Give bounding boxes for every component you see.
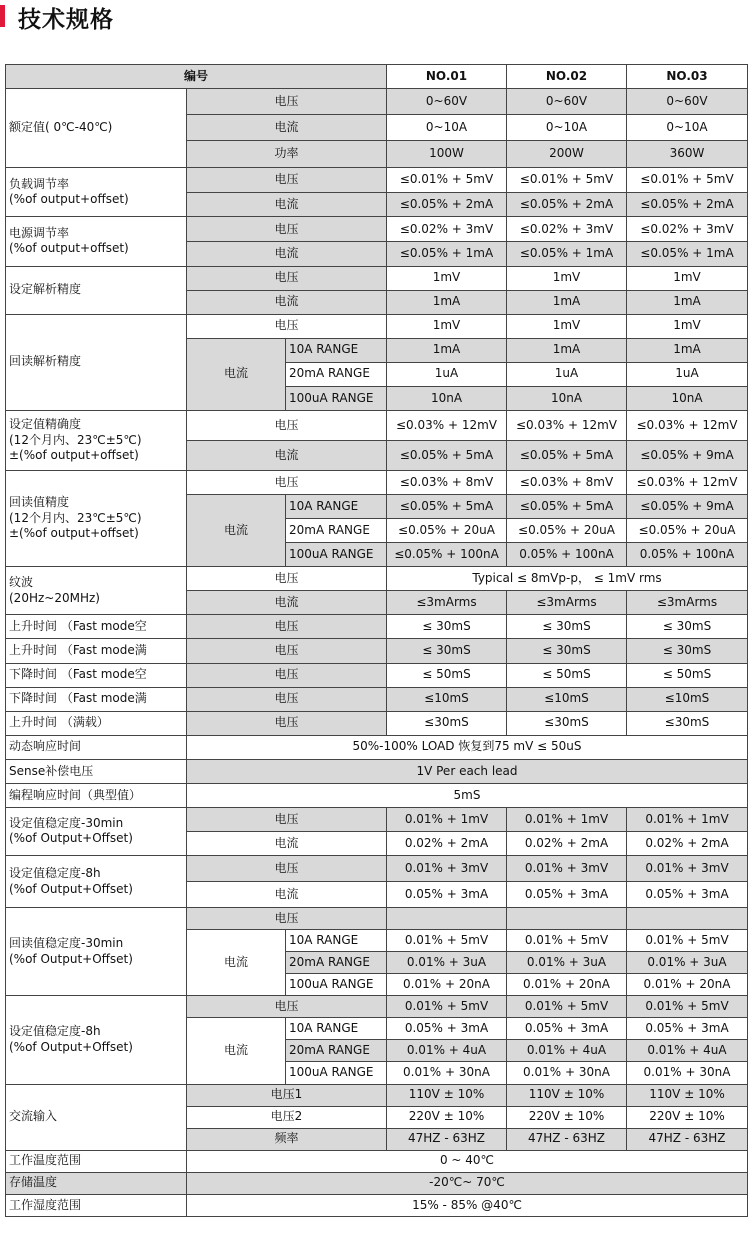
param-cell: 电压 [187,711,387,735]
value-cell: 1uA [387,362,507,386]
param-cell: 电压 [187,856,387,882]
range-cell: 20mA RANGE [286,1040,387,1062]
value-cell: 0.01% + 30nA [387,1062,507,1084]
row-label: 纹波 (20Hz~20MHz) [6,567,187,615]
value-cell: 0.01% + 4uA [507,1040,627,1062]
table-row [6,735,748,759]
value-cell: 0~60V [627,89,748,115]
value-cell: 0.01% + 4uA [387,1040,507,1062]
param-cell: 电流 [187,1018,286,1084]
value-cell: 1mA [627,338,748,362]
param-cell: 电流 [187,831,387,855]
spec-table [5,64,748,1217]
value-cell: ≤ 30mS [387,615,507,639]
table-row [6,807,748,831]
row-label: 负载调节率 (%of output+offset) [6,168,187,217]
param-cell: 电压 [187,807,387,831]
value-cell: 0.01% + 4uA [627,1040,748,1062]
row-label: 设定值稳定度-30min (%of Output+Offset) [6,807,187,855]
value-cell: ≤0.05% + 2mA [627,193,748,217]
value-cell: ≤0.01% + 5mV [387,168,507,193]
table-row [6,1150,748,1172]
value-cell: 5mS [187,783,748,807]
param-cell: 电流 [187,115,387,141]
range-cell: 10A RANGE [286,1018,387,1040]
value-cell: ≤0.05% + 1mA [627,242,748,266]
value-cell: 0.01% + 3mV [627,856,748,882]
value-cell: 200W [507,141,627,168]
value-cell: 0.01% + 5mV [507,930,627,952]
table-row [6,996,748,1018]
param-cell: 电流 [187,930,286,996]
value-cell: ≤3mArms [387,591,507,615]
value-cell: 0.01% + 3uA [387,952,507,974]
header-cell: NO.01 [387,65,507,89]
value-cell: ≤0.05% + 1mA [387,242,507,266]
range-cell: 20mA RANGE [286,952,387,974]
value-cell: ≤ 30mS [507,639,627,663]
header-cell: 编号 [6,65,387,89]
value-cell: ≤0.03% + 12mV [627,471,748,495]
value-cell: 1mV [387,266,507,290]
value-cell: 0.05% + 100nA [627,543,748,567]
value-cell: 1mV [507,266,627,290]
value-cell: ≤0.05% + 5mA [507,440,627,470]
row-label: 回读解析精度 [6,314,187,410]
section-header [0,0,750,32]
value-cell: 1mV [627,314,748,338]
value-cell: 0.02% + 2mA [627,831,748,855]
row-label: 交流输入 [6,1084,187,1150]
table-row [6,783,748,807]
param-cell: 电压 [187,639,387,663]
table-row [6,663,748,687]
value-cell: 110V ± 10% [627,1084,748,1106]
value-cell: 1mA [507,338,627,362]
table-row [6,168,748,193]
value-cell: ≤0.05% + 5mA [507,495,627,519]
header-cell: NO.02 [507,65,627,89]
row-label: 设定值稳定度-8h (%of Output+Offset) [6,856,187,908]
param-cell: 电压 [187,471,387,495]
value-cell: ≤ 30mS [387,639,507,663]
value-cell: 0.05% + 100nA [507,543,627,567]
value-cell: 1mA [627,290,748,314]
header-cell: NO.03 [627,65,748,89]
row-label: 设定值稳定度-8h (%of Output+Offset) [6,996,187,1084]
param-cell: 电流 [187,242,387,266]
table-row [6,1084,748,1106]
value-cell: ≤0.03% + 12mV [387,410,507,440]
table-row [6,687,748,711]
param-cell: 电流 [187,882,387,908]
value-cell: 1mA [387,290,507,314]
row-label: 电源调节率 (%of output+offset) [6,217,187,266]
param-cell: 电流 [187,338,286,410]
value-cell: 1mV [387,314,507,338]
range-cell: 100uA RANGE [286,1062,387,1084]
range-cell: 20mA RANGE [286,519,387,543]
value-cell: ≤0.05% + 5mA [387,495,507,519]
value-cell: ≤0.05% + 20uA [387,519,507,543]
value-cell: ≤3mArms [507,591,627,615]
range-cell: 20mA RANGE [286,362,387,386]
table-row [6,856,748,882]
value-cell: 0.01% + 5mV [627,930,748,952]
value-cell: 0.01% + 5mV [387,996,507,1018]
value-cell: 0.01% + 30nA [627,1062,748,1084]
value-cell: ≤0.05% + 5mA [387,440,507,470]
value-cell: ≤0.05% + 1mA [507,242,627,266]
table-row [6,471,748,495]
value-cell: 0.01% + 1mV [507,807,627,831]
param-cell: 电压 [187,266,387,290]
value-cell: ≤0.05% + 9mA [627,495,748,519]
param-cell: 电压1 [187,1084,387,1106]
value-cell: ≤0.05% + 100nA [387,543,507,567]
param-cell: 功率 [187,141,387,168]
value-cell: 10nA [507,386,627,410]
value-cell: 0.02% + 2mA [507,831,627,855]
value-cell: 0.02% + 2mA [387,831,507,855]
value-cell: ≤0.05% + 20uA [627,519,748,543]
value-cell: ≤10mS [507,687,627,711]
param-cell: 电压 [187,168,387,193]
row-label: 工作温度范围 [6,1150,187,1172]
row-label: 上升时间 （Fast mode空 [6,615,187,639]
param-cell: 电压 [187,217,387,242]
param-cell: 电压 [187,663,387,687]
value-cell: 0.01% + 1mV [387,807,507,831]
range-cell: 100uA RANGE [286,974,387,996]
value-cell: ≤10mS [387,687,507,711]
param-cell: 电压 [187,996,387,1018]
value-cell: ≤ 30mS [627,615,748,639]
param-cell: 电压 [187,687,387,711]
value-cell: ≤0.01% + 5mV [507,168,627,193]
row-label: Sense补偿电压 [6,759,187,783]
value-cell: 47HZ - 63HZ [507,1128,627,1150]
param-cell: 频率 [187,1128,387,1150]
value-cell: 1uA [507,362,627,386]
value-cell: 1uA [627,362,748,386]
value-cell: 220V ± 10% [387,1106,507,1128]
table-row [6,908,748,930]
value-cell: ≤0.01% + 5mV [627,168,748,193]
accent-bar [0,5,5,27]
value-cell: 10nA [387,386,507,410]
value-cell: ≤10mS [627,687,748,711]
param-cell: 电压2 [187,1106,387,1128]
value-cell: ≤3mArms [627,591,748,615]
row-label: 回读值稳定度-30min (%of Output+Offset) [6,908,187,996]
value-cell: 47HZ - 63HZ [387,1128,507,1150]
table-row [6,314,748,338]
value-cell: ≤30mS [507,711,627,735]
param-cell: 电流 [187,193,387,217]
value-cell: ≤0.02% + 3mV [507,217,627,242]
value-cell: 0~10A [387,115,507,141]
value-cell: 110V ± 10% [387,1084,507,1106]
row-label: 工作湿度范围 [6,1194,187,1216]
value-cell: 360W [627,141,748,168]
row-label: 存储温度 [6,1172,187,1194]
param-cell: 电压 [187,908,387,930]
table-row [6,89,748,115]
value-cell: 100W [387,141,507,168]
value-cell: 0 ~ 40℃ [187,1150,748,1172]
value-cell: 0.01% + 20nA [507,974,627,996]
table-row [6,567,748,591]
value-cell: ≤0.03% + 8mV [507,471,627,495]
value-cell: Typical ≤ 8mVp-p， ≤ 1mV rms [387,567,748,591]
value-cell: ≤0.02% + 3mV [627,217,748,242]
param-cell: 电流 [187,290,387,314]
value-cell: 50%-100% LOAD 恢复到75 mV ≤ 50uS [187,735,748,759]
table-row [6,1194,748,1216]
value-cell: 0.01% + 5mV [627,996,748,1018]
param-cell: 电流 [187,591,387,615]
range-cell: 10A RANGE [286,930,387,952]
value-cell [387,908,507,930]
range-cell: 100uA RANGE [286,386,387,410]
value-cell: 0.01% + 5mV [507,996,627,1018]
value-cell: 0.01% + 5mV [387,930,507,952]
value-cell: 0.01% + 30nA [507,1062,627,1084]
value-cell: ≤30mS [387,711,507,735]
value-cell: ≤ 30mS [507,615,627,639]
value-cell: 47HZ - 63HZ [627,1128,748,1150]
range-cell: 10A RANGE [286,495,387,519]
value-cell [507,908,627,930]
row-label: 编程响应时间（典型值） [6,783,187,807]
table-row [6,217,748,242]
value-cell: ≤30mS [627,711,748,735]
value-cell: ≤ 50mS [507,663,627,687]
value-cell: ≤0.03% + 12mV [507,410,627,440]
table-row [6,1172,748,1194]
value-cell: 0.01% + 20nA [387,974,507,996]
value-cell: 10nA [627,386,748,410]
value-cell [627,908,748,930]
value-cell: 0.05% + 3mA [627,882,748,908]
row-label: 上升时间 （满载） [6,711,187,735]
value-cell: 0~60V [507,89,627,115]
param-cell: 电压 [187,615,387,639]
param-cell: 电压 [187,567,387,591]
value-cell: ≤ 50mS [387,663,507,687]
table-row [6,615,748,639]
param-cell: 电压 [187,314,387,338]
page-title: 技术规格 [18,7,114,33]
value-cell: -20℃~ 70℃ [187,1172,748,1194]
range-cell: 100uA RANGE [286,543,387,567]
value-cell: 0.05% + 3mA [387,882,507,908]
value-cell: 0.05% + 3mA [627,1018,748,1040]
value-cell: 1mV [627,266,748,290]
row-label: 额定值( 0℃-40℃) [6,89,187,168]
value-cell: ≤0.03% + 12mV [627,410,748,440]
value-cell: 0.05% + 3mA [507,882,627,908]
row-label: 动态响应时间 [6,735,187,759]
row-label: 设定值精确度 (12个月内、23℃±5℃) ±(%of output+offset) [6,410,187,470]
table-row [6,266,748,290]
row-label: 下降时间 （Fast mode空 [6,663,187,687]
value-cell: 1mA [507,290,627,314]
table-row [6,410,748,440]
value-cell: 0.01% + 3uA [627,952,748,974]
param-cell: 电压 [187,410,387,440]
value-cell: 1mV [507,314,627,338]
value-cell: 0.05% + 3mA [507,1018,627,1040]
value-cell: 0.01% + 3uA [507,952,627,974]
row-label: 下降时间 （Fast mode满 [6,687,187,711]
table-header-row [6,65,748,89]
value-cell: ≤0.03% + 8mV [387,471,507,495]
value-cell: 0.01% + 20nA [627,974,748,996]
value-cell: 220V ± 10% [627,1106,748,1128]
value-cell: ≤0.05% + 2mA [387,193,507,217]
value-cell: ≤ 30mS [627,639,748,663]
row-label: 回读值精度 (12个月内、23℃±5℃) ±(%of output+offset) [6,471,187,567]
row-label: 设定解析精度 [6,266,187,314]
value-cell: ≤0.05% + 20uA [507,519,627,543]
value-cell: 220V ± 10% [507,1106,627,1128]
table-row [6,639,748,663]
value-cell: 110V ± 10% [507,1084,627,1106]
value-cell: ≤0.02% + 3mV [387,217,507,242]
value-cell: 15% - 85% @40℃ [187,1194,748,1216]
value-cell: 0.05% + 3mA [387,1018,507,1040]
value-cell: 0~60V [387,89,507,115]
value-cell: 0.01% + 3mV [507,856,627,882]
value-cell: 0.01% + 3mV [387,856,507,882]
value-cell: ≤0.05% + 2mA [507,193,627,217]
value-cell: 0.01% + 1mV [627,807,748,831]
table-row [6,759,748,783]
value-cell: ≤ 50mS [627,663,748,687]
table-row [6,711,748,735]
value-cell: ≤0.05% + 9mA [627,440,748,470]
range-cell: 10A RANGE [286,338,387,362]
value-cell: 1mA [387,338,507,362]
param-cell: 电流 [187,440,387,470]
value-cell: 0~10A [627,115,748,141]
param-cell: 电流 [187,495,286,567]
row-label: 上升时间 （Fast mode满 [6,639,187,663]
param-cell: 电压 [187,89,387,115]
value-cell: 0~10A [507,115,627,141]
value-cell: 1V Per each lead [187,759,748,783]
